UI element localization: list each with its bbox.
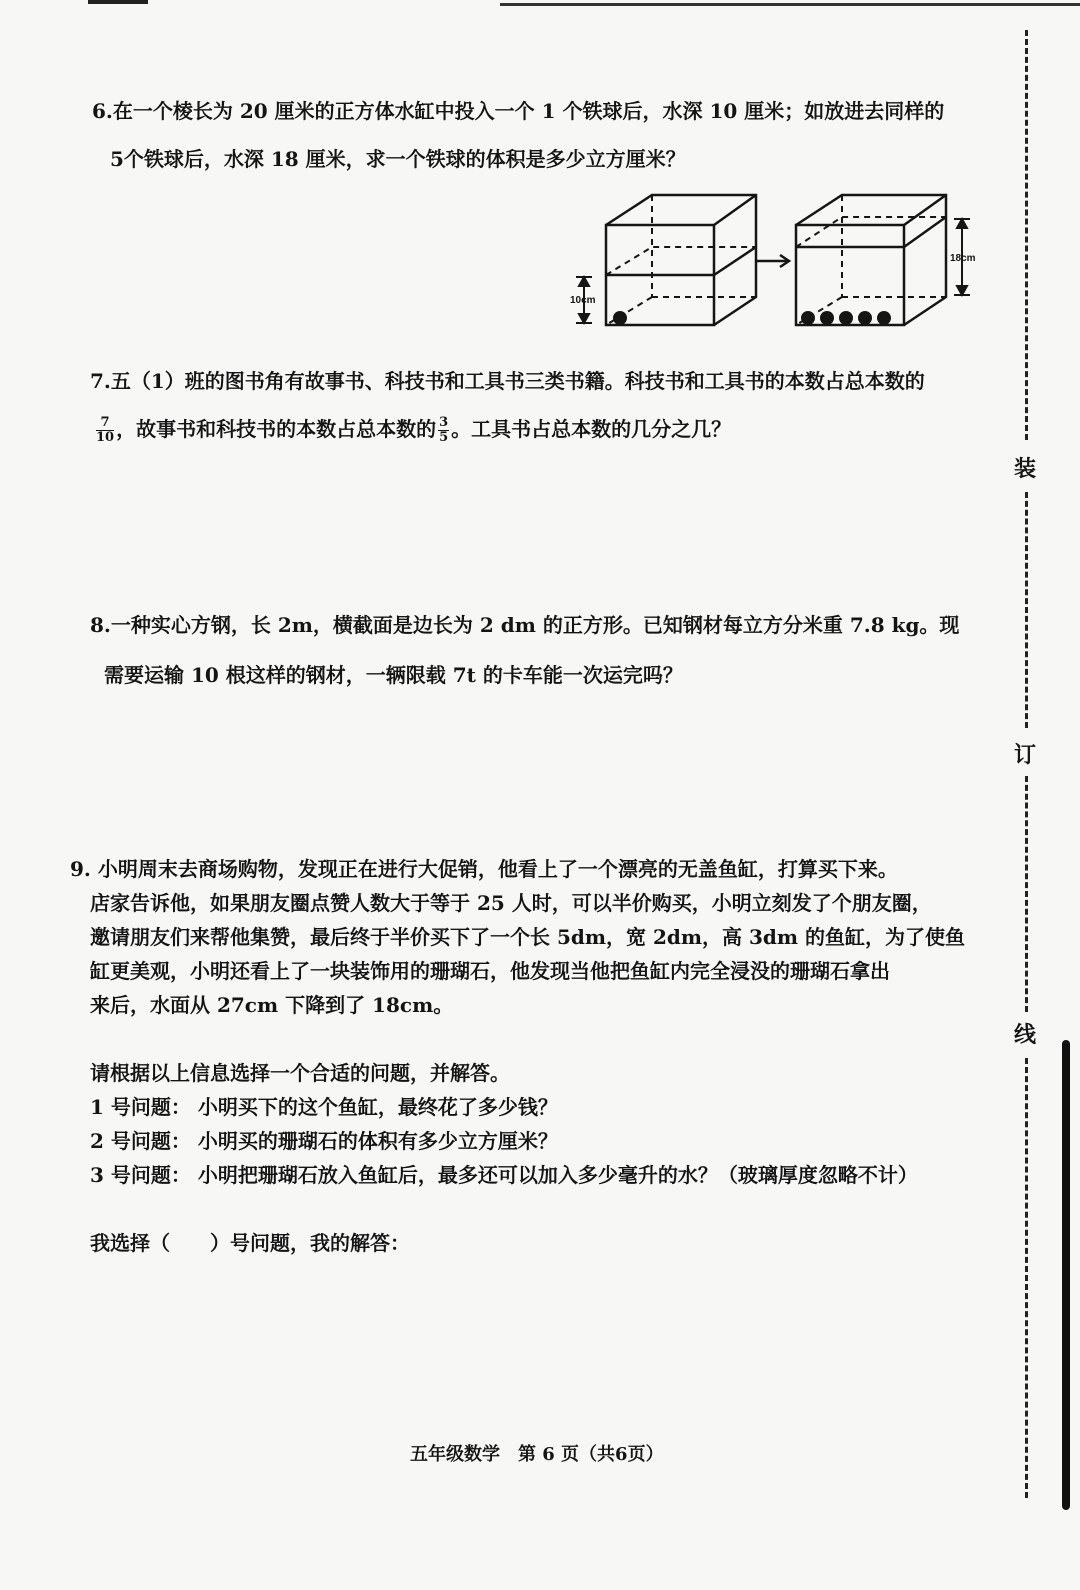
q9-prompt: 请根据以上信息选择一个合适的问题，并解答。 — [90, 1061, 510, 1085]
fraction-3-5: $\frac{3}{5}$ — [439, 415, 449, 445]
iron-balls-five — [801, 311, 891, 325]
scan-edge-shadow — [1062, 1040, 1070, 1510]
binding-line-bottom — [1025, 1058, 1028, 1498]
fraction-7-10: $\frac{7}{10}$ — [96, 415, 115, 445]
q9-option-3: 3 号问题： 小明把珊瑚石放入鱼缸后，最多还可以加入多少毫升的水？（玻璃厚度忽略不计） — [90, 1163, 918, 1187]
page-footer: 五年级数学 第 6 页（共6页） — [410, 1444, 664, 1465]
binding-line-top — [1025, 30, 1028, 440]
q9-line2: 店家告诉他，如果朋友圈点赞人数大于等于 25 人时，可以半价购买，小明立刻发了个朋友圈， — [90, 891, 932, 915]
q7-line1: 7.五（1）班的图书角有故事书、科技书和工具书三类书籍。科技书和工具书的本数占总本数的 — [90, 369, 925, 393]
binding-char-xian: 线 — [1014, 1022, 1037, 1048]
binding-line-mid2 — [1025, 776, 1028, 1012]
iron-ball-single — [613, 311, 627, 325]
q9-line5: 来后，水面从 27cm 下降到了 18cm。 — [90, 993, 454, 1017]
cube-right-front — [796, 225, 904, 325]
q8-line1: 8.一种实心方钢，长 2m，横截面是边长为 2 dm 的正方形。已知钢材每立方分米重 7.8 kg。现 — [90, 613, 960, 637]
q7-line2: $\frac{7}{10}$ ，故事书和科技书的本数占总本数的 $\frac{3}{5}$ 。工具书占总本数的几分之几？ — [96, 415, 732, 445]
q9-line4: 缸更美观，小明还看上了一块装饰用的珊瑚石，他发现当他把鱼缸内完全浸没的珊瑚石拿出 — [90, 959, 890, 983]
q8-line2: 需要运输 10 根这样的钢材，一辆限载 7t 的卡车能一次运完吗？ — [104, 663, 683, 687]
q9-line1: 9. 小明周末去商场购物，发现正在进行大促销，他看上了一个漂亮的无盖鱼缸，打算买下来。 — [70, 857, 898, 881]
cube-left-back-edges — [606, 195, 756, 325]
scan-mark-top-left — [88, 0, 148, 4]
q9-option-1: 1 号问题： 小明买下的这个鱼缸，最终花了多少钱？ — [90, 1095, 558, 1119]
q9-line3: 邀请朋友们来帮他集赞，最后终于半价买下了一个长 5dm，宽 2dm，高 3dm 的鱼缸，为了使鱼 — [90, 925, 966, 949]
q9-option-2: 2 号问题： 小明买的珊瑚石的体积有多少立方厘米？ — [90, 1129, 558, 1153]
label-18cm: 18cm — [950, 253, 976, 264]
q6-line1: 6.在一个棱长为 20 厘米的正方体水缸中投入一个 1 个铁球后，水深 10 厘米；如放进去同样的 — [92, 99, 945, 123]
q9-choice-line: 我选择（ ）号问题，我的解答： — [90, 1231, 410, 1255]
scan-mark-top-right — [500, 3, 1080, 6]
q6-line2: 5个铁球后，水深 18 厘米，求一个铁球的体积是多少立方厘米？ — [110, 147, 686, 171]
binding-char-zhuang: 装 — [1014, 456, 1037, 482]
cube-diagram — [560, 185, 1000, 335]
binding-char-ding: 订 — [1014, 742, 1037, 768]
binding-line-mid1 — [1025, 492, 1028, 728]
label-10cm: 10cm — [570, 295, 596, 306]
